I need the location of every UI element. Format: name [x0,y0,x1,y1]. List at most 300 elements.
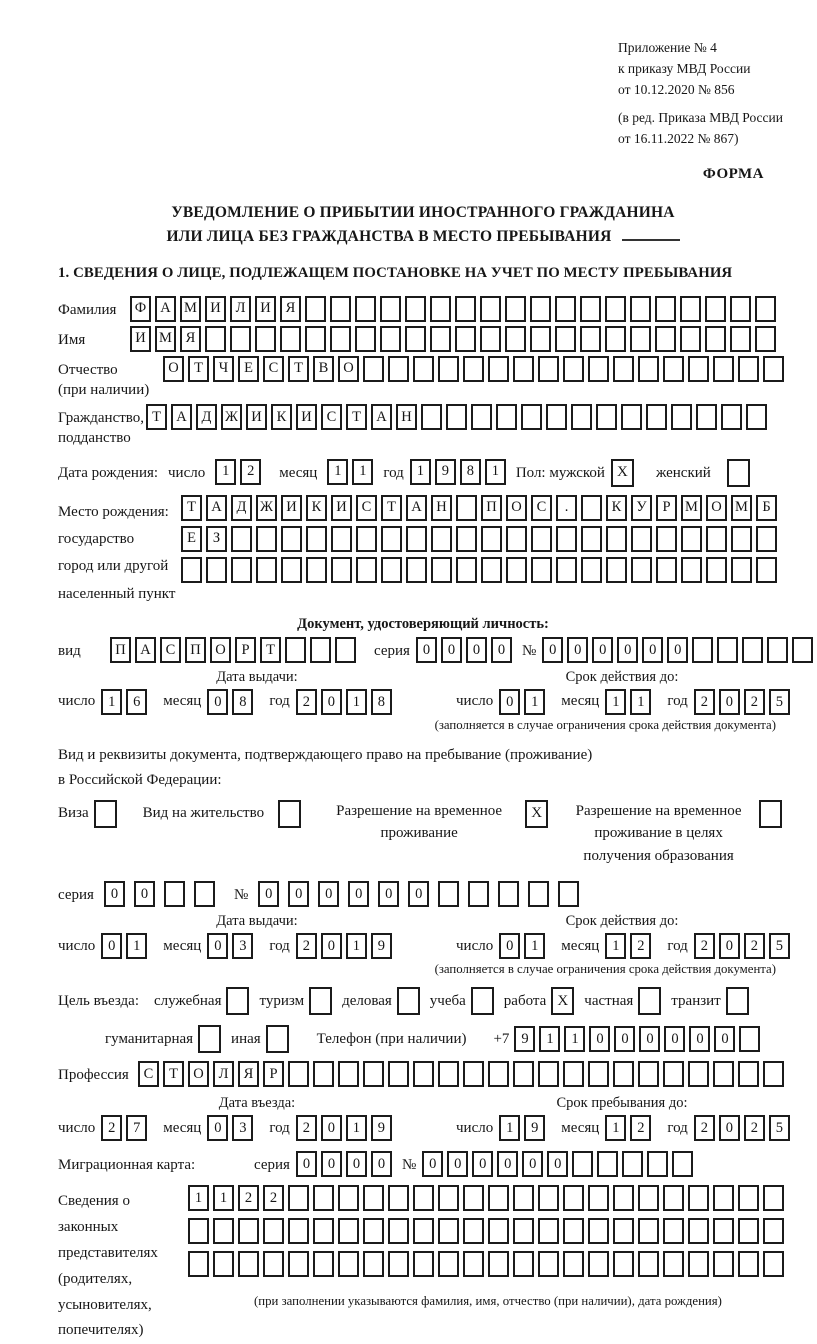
char-cell[interactable] [455,296,476,322]
char-cell[interactable]: 0 [639,1026,660,1052]
char-cell[interactable] [288,1185,309,1211]
purpose-study-checkbox[interactable] [471,987,494,1015]
char-cell[interactable]: 8 [371,689,392,715]
char-cell[interactable]: П [110,637,131,663]
char-cell[interactable] [580,326,601,352]
char-cell[interactable] [613,1061,634,1087]
char-cell[interactable]: 1 [605,1115,626,1141]
char-cell[interactable] [480,326,501,352]
char-cell[interactable]: Я [238,1061,259,1087]
char-cell[interactable] [755,326,776,352]
char-cell[interactable] [463,1061,484,1087]
char-cell[interactable] [513,1061,534,1087]
char-cell[interactable] [706,526,727,552]
char-cell[interactable] [638,356,659,382]
purpose-work-checkbox[interactable]: X [551,987,574,1015]
char-cell[interactable]: 9 [371,1115,392,1141]
char-cell[interactable]: А [371,404,392,430]
sex-male-checkbox[interactable]: X [611,459,634,487]
char-cell[interactable]: Ж [256,495,277,521]
char-cell[interactable]: Л [213,1061,234,1087]
char-cell[interactable] [430,326,451,352]
char-cell[interactable] [563,1061,584,1087]
temp-residence-edu-checkbox[interactable] [759,800,782,828]
char-cell[interactable] [717,637,738,663]
char-cell[interactable]: С [160,637,181,663]
char-cell[interactable] [313,1185,334,1211]
char-cell[interactable]: 0 [497,1151,518,1177]
char-cell[interactable] [647,1151,668,1177]
char-cell[interactable] [638,1061,659,1087]
char-cell[interactable] [313,1251,334,1277]
char-cell[interactable] [306,526,327,552]
char-cell[interactable] [613,1251,634,1277]
char-cell[interactable] [488,1251,509,1277]
char-cell[interactable] [463,1251,484,1277]
char-cell[interactable] [538,1185,559,1211]
char-cell[interactable] [206,557,227,583]
char-cell[interactable] [181,557,202,583]
char-cell[interactable] [588,1185,609,1211]
char-cell[interactable]: З [206,526,227,552]
char-cell[interactable]: Е [238,356,259,382]
char-cell[interactable] [488,1218,509,1244]
char-cell[interactable]: И [205,296,226,322]
char-cell[interactable] [763,1251,784,1277]
char-cell[interactable]: С [356,495,377,521]
sex-female-checkbox[interactable] [727,459,750,487]
char-cell[interactable] [631,557,652,583]
char-cell[interactable]: 1 [215,459,236,485]
char-cell[interactable]: 0 [408,881,429,907]
char-cell[interactable] [288,1061,309,1087]
char-cell[interactable] [438,1251,459,1277]
char-cell[interactable] [656,526,677,552]
char-cell[interactable] [446,404,467,430]
char-cell[interactable]: Р [235,637,256,663]
char-cell[interactable] [355,326,376,352]
char-cell[interactable] [688,356,709,382]
char-cell[interactable] [638,1218,659,1244]
char-cell[interactable] [330,296,351,322]
char-cell[interactable] [338,1185,359,1211]
char-cell[interactable] [164,881,185,907]
char-cell[interactable]: 1 [126,933,147,959]
char-cell[interactable] [338,1061,359,1087]
char-cell[interactable] [663,1251,684,1277]
char-cell[interactable]: Ч [213,356,234,382]
char-cell[interactable]: 0 [542,637,563,663]
char-cell[interactable] [331,526,352,552]
char-cell[interactable]: О [163,356,184,382]
char-cell[interactable]: 0 [207,933,228,959]
char-cell[interactable]: . [556,495,577,521]
char-cell[interactable] [506,557,527,583]
char-cell[interactable]: 9 [435,459,456,485]
char-cell[interactable]: У [631,495,652,521]
char-cell[interactable] [431,526,452,552]
char-cell[interactable] [555,296,576,322]
char-cell[interactable]: 8 [460,459,481,485]
char-cell[interactable]: И [246,404,267,430]
char-cell[interactable] [663,1185,684,1211]
char-cell[interactable]: 1 [605,933,626,959]
char-cell[interactable]: 1 [524,933,545,959]
char-cell[interactable] [713,1061,734,1087]
char-cell[interactable] [705,296,726,322]
char-cell[interactable]: 0 [614,1026,635,1052]
char-cell[interactable] [730,326,751,352]
char-cell[interactable]: О [506,495,527,521]
char-cell[interactable]: А [155,296,176,322]
char-cell[interactable] [413,1251,434,1277]
char-cell[interactable] [305,296,326,322]
char-cell[interactable]: 2 [238,1185,259,1211]
char-cell[interactable] [558,881,579,907]
char-cell[interactable] [305,326,326,352]
char-cell[interactable] [563,356,584,382]
char-cell[interactable] [388,1185,409,1211]
char-cell[interactable] [388,1218,409,1244]
char-cell[interactable] [580,296,601,322]
char-cell[interactable]: О [210,637,231,663]
char-cell[interactable] [405,296,426,322]
char-cell[interactable]: Я [280,296,301,322]
char-cell[interactable] [738,1251,759,1277]
visa-checkbox[interactable] [94,800,117,828]
char-cell[interactable]: 1 [564,1026,585,1052]
char-cell[interactable]: 0 [288,881,309,907]
char-cell[interactable] [663,1061,684,1087]
char-cell[interactable]: 8 [232,689,253,715]
char-cell[interactable]: 0 [321,1151,342,1177]
char-cell[interactable] [406,557,427,583]
char-cell[interactable]: 0 [207,1115,228,1141]
char-cell[interactable]: 2 [744,689,765,715]
char-cell[interactable] [463,356,484,382]
char-cell[interactable] [663,1218,684,1244]
char-cell[interactable]: 0 [321,689,342,715]
char-cell[interactable] [656,557,677,583]
char-cell[interactable]: 1 [524,689,545,715]
char-cell[interactable] [738,1218,759,1244]
char-cell[interactable] [688,1218,709,1244]
char-cell[interactable]: 2 [240,459,261,485]
char-cell[interactable] [331,557,352,583]
char-cell[interactable]: 1 [499,1115,520,1141]
char-cell[interactable] [255,326,276,352]
char-cell[interactable]: Ф [130,296,151,322]
char-cell[interactable] [606,557,627,583]
char-cell[interactable] [338,1218,359,1244]
char-cell[interactable] [672,1151,693,1177]
char-cell[interactable]: 0 [104,881,125,907]
char-cell[interactable]: 0 [499,933,520,959]
char-cell[interactable] [613,1185,634,1211]
char-cell[interactable] [330,326,351,352]
char-cell[interactable]: 0 [719,933,740,959]
char-cell[interactable] [506,526,527,552]
char-cell[interactable] [588,356,609,382]
char-cell[interactable] [597,1151,618,1177]
char-cell[interactable] [713,1185,734,1211]
char-cell[interactable] [488,1061,509,1087]
char-cell[interactable] [413,1218,434,1244]
char-cell[interactable] [230,326,251,352]
char-cell[interactable]: С [321,404,342,430]
char-cell[interactable]: 0 [589,1026,610,1052]
char-cell[interactable] [438,1061,459,1087]
char-cell[interactable]: 0 [296,1151,317,1177]
char-cell[interactable] [531,557,552,583]
char-cell[interactable] [763,1061,784,1087]
char-cell[interactable] [556,526,577,552]
char-cell[interactable]: 0 [689,1026,710,1052]
char-cell[interactable] [538,1061,559,1087]
char-cell[interactable] [438,1218,459,1244]
char-cell[interactable]: 2 [296,689,317,715]
char-cell[interactable] [756,557,777,583]
char-cell[interactable] [256,557,277,583]
char-cell[interactable]: Д [196,404,217,430]
char-cell[interactable]: Ж [221,404,242,430]
char-cell[interactable] [194,881,215,907]
char-cell[interactable] [581,557,602,583]
char-cell[interactable] [238,1218,259,1244]
char-cell[interactable] [605,326,626,352]
char-cell[interactable] [546,404,567,430]
char-cell[interactable] [388,356,409,382]
char-cell[interactable]: 1 [605,689,626,715]
purpose-other-checkbox[interactable] [266,1025,289,1053]
char-cell[interactable]: К [271,404,292,430]
char-cell[interactable]: Т [146,404,167,430]
char-cell[interactable]: 0 [472,1151,493,1177]
char-cell[interactable] [563,1218,584,1244]
char-cell[interactable] [281,557,302,583]
char-cell[interactable]: К [306,495,327,521]
char-cell[interactable]: 0 [642,637,663,663]
char-cell[interactable] [481,526,502,552]
char-cell[interactable] [688,1185,709,1211]
char-cell[interactable] [538,1251,559,1277]
char-cell[interactable] [281,526,302,552]
char-cell[interactable]: 0 [207,689,228,715]
char-cell[interactable] [638,1251,659,1277]
char-cell[interactable] [288,1251,309,1277]
char-cell[interactable] [630,326,651,352]
char-cell[interactable] [513,356,534,382]
char-cell[interactable]: С [263,356,284,382]
char-cell[interactable]: Р [263,1061,284,1087]
char-cell[interactable]: 0 [346,1151,367,1177]
char-cell[interactable] [538,356,559,382]
char-cell[interactable]: 2 [744,1115,765,1141]
char-cell[interactable] [721,404,742,430]
char-cell[interactable]: О [338,356,359,382]
char-cell[interactable]: 0 [664,1026,685,1052]
char-cell[interactable] [363,356,384,382]
char-cell[interactable]: 0 [318,881,339,907]
char-cell[interactable] [213,1251,234,1277]
char-cell[interactable] [413,1185,434,1211]
char-cell[interactable]: И [331,495,352,521]
char-cell[interactable] [638,1185,659,1211]
char-cell[interactable] [238,1251,259,1277]
char-cell[interactable]: 0 [714,1026,735,1052]
char-cell[interactable] [738,356,759,382]
char-cell[interactable]: 2 [744,933,765,959]
char-cell[interactable] [588,1061,609,1087]
char-cell[interactable]: 0 [719,689,740,715]
char-cell[interactable]: Т [381,495,402,521]
char-cell[interactable]: 9 [524,1115,545,1141]
char-cell[interactable] [471,404,492,430]
char-cell[interactable] [338,1251,359,1277]
char-cell[interactable]: Т [260,637,281,663]
char-cell[interactable]: К [606,495,627,521]
char-cell[interactable]: 5 [769,933,790,959]
char-cell[interactable] [596,404,617,430]
char-cell[interactable]: 5 [769,1115,790,1141]
char-cell[interactable]: 0 [371,1151,392,1177]
char-cell[interactable] [438,1185,459,1211]
char-cell[interactable]: 0 [101,933,122,959]
char-cell[interactable] [646,404,667,430]
char-cell[interactable]: 2 [694,689,715,715]
char-cell[interactable]: Т [288,356,309,382]
char-cell[interactable] [767,637,788,663]
char-cell[interactable]: А [135,637,156,663]
char-cell[interactable] [688,1251,709,1277]
char-cell[interactable] [406,526,427,552]
char-cell[interactable]: 1 [346,1115,367,1141]
char-cell[interactable]: И [130,326,151,352]
char-cell[interactable] [456,495,477,521]
char-cell[interactable]: 1 [539,1026,560,1052]
char-cell[interactable] [692,637,713,663]
char-cell[interactable] [355,296,376,322]
char-cell[interactable]: Н [396,404,417,430]
purpose-tourism-checkbox[interactable] [309,987,332,1015]
char-cell[interactable]: 0 [321,933,342,959]
char-cell[interactable] [481,557,502,583]
char-cell[interactable]: 1 [630,689,651,715]
char-cell[interactable] [756,526,777,552]
char-cell[interactable]: 1 [346,933,367,959]
char-cell[interactable] [285,637,306,663]
char-cell[interactable] [696,404,717,430]
char-cell[interactable] [496,404,517,430]
char-cell[interactable] [205,326,226,352]
purpose-transit-checkbox[interactable] [726,987,749,1015]
char-cell[interactable]: 6 [126,689,147,715]
char-cell[interactable] [310,637,331,663]
char-cell[interactable]: С [138,1061,159,1087]
char-cell[interactable]: А [206,495,227,521]
char-cell[interactable] [738,1061,759,1087]
char-cell[interactable]: Б [756,495,777,521]
char-cell[interactable] [356,557,377,583]
char-cell[interactable]: О [706,495,727,521]
char-cell[interactable] [498,881,519,907]
char-cell[interactable] [621,404,642,430]
char-cell[interactable] [513,1218,534,1244]
char-cell[interactable]: П [481,495,502,521]
char-cell[interactable] [663,356,684,382]
char-cell[interactable] [388,1251,409,1277]
char-cell[interactable] [613,1218,634,1244]
char-cell[interactable] [431,557,452,583]
char-cell[interactable] [706,557,727,583]
char-cell[interactable]: 2 [694,933,715,959]
char-cell[interactable] [731,557,752,583]
char-cell[interactable] [521,404,542,430]
char-cell[interactable] [556,557,577,583]
char-cell[interactable] [563,1185,584,1211]
char-cell[interactable] [606,526,627,552]
char-cell[interactable]: Д [231,495,252,521]
char-cell[interactable] [438,881,459,907]
char-cell[interactable]: 0 [134,881,155,907]
char-cell[interactable] [588,1251,609,1277]
purpose-humanitarian-checkbox[interactable] [198,1025,221,1053]
char-cell[interactable] [363,1251,384,1277]
char-cell[interactable] [671,404,692,430]
char-cell[interactable] [563,1251,584,1277]
char-cell[interactable]: 3 [232,933,253,959]
char-cell[interactable] [413,1061,434,1087]
char-cell[interactable]: 0 [258,881,279,907]
char-cell[interactable] [405,326,426,352]
char-cell[interactable] [746,404,767,430]
char-cell[interactable] [555,326,576,352]
char-cell[interactable] [581,526,602,552]
char-cell[interactable]: 7 [126,1115,147,1141]
char-cell[interactable]: 0 [466,637,487,663]
char-cell[interactable]: 3 [232,1115,253,1141]
char-cell[interactable] [630,296,651,322]
char-cell[interactable] [421,404,442,430]
char-cell[interactable] [463,1185,484,1211]
char-cell[interactable] [306,557,327,583]
char-cell[interactable]: 1 [346,689,367,715]
char-cell[interactable] [380,326,401,352]
char-cell[interactable] [622,1151,643,1177]
char-cell[interactable] [730,296,751,322]
char-cell[interactable] [631,526,652,552]
char-cell[interactable]: 0 [522,1151,543,1177]
char-cell[interactable] [380,296,401,322]
char-cell[interactable] [430,296,451,322]
char-cell[interactable] [488,356,509,382]
char-cell[interactable] [256,526,277,552]
char-cell[interactable]: Т [188,356,209,382]
purpose-official-checkbox[interactable] [226,987,249,1015]
residence-permit-checkbox[interactable] [278,800,301,828]
char-cell[interactable] [755,296,776,322]
char-cell[interactable] [713,1218,734,1244]
char-cell[interactable]: 9 [514,1026,535,1052]
char-cell[interactable] [739,1026,760,1052]
char-cell[interactable] [456,526,477,552]
temp-residence-checkbox[interactable]: X [525,800,548,828]
char-cell[interactable]: 0 [499,689,520,715]
char-cell[interactable] [188,1251,209,1277]
char-cell[interactable] [680,326,701,352]
char-cell[interactable] [231,557,252,583]
char-cell[interactable] [468,881,489,907]
